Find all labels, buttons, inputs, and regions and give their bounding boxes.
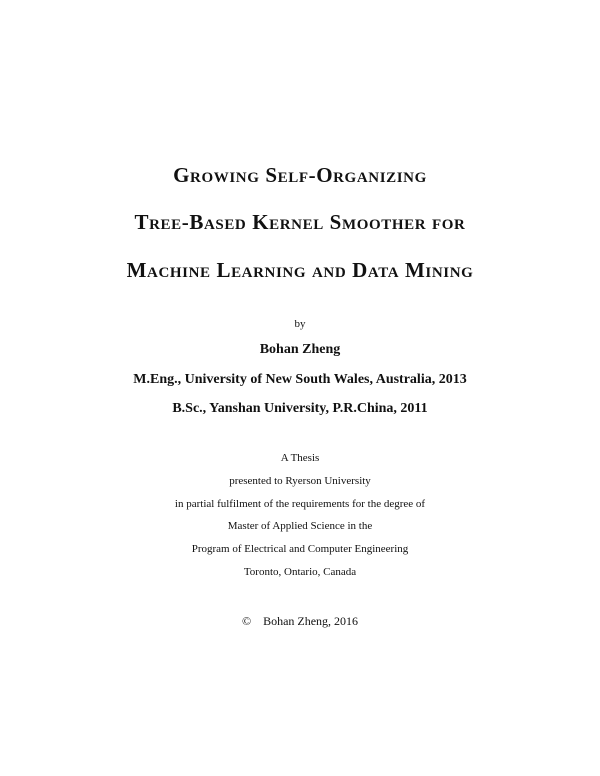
thesis-line-3: in partial fulfilment of the requirements for the degree of — [174, 498, 426, 510]
title-line-1: Growing Self-Organizing — [173, 163, 427, 187]
copyright-notice — [0, 613, 600, 629]
thesis-line-1: A Thesis — [280, 452, 320, 464]
thesis-line-6: Toronto, Ontario, Canada — [243, 566, 357, 578]
title-line-3: Machine Learning and Data Mining — [126, 258, 474, 282]
copyright-text: Bohan Zheng, 2016 — [263, 614, 359, 628]
thesis-line-5: Program of Electrical and Computer Engineering — [191, 543, 409, 555]
thesis-line-4: Master of Applied Science in the — [227, 520, 373, 532]
copyright-symbol: © — [241, 614, 252, 628]
degree-bsc: B.Sc., Yanshan University, P.R.China, 2011 — [172, 401, 428, 416]
degree-meng: M.Eng., University of New South Wales, Australia, 2013 — [133, 372, 467, 387]
thesis-line-2: presented to Ryerson University — [229, 475, 371, 487]
by-label: by — [294, 318, 306, 330]
title-line-2: Tree-Based Kernel Smoother for — [134, 210, 466, 234]
author-name: Bohan Zheng — [259, 342, 341, 357]
